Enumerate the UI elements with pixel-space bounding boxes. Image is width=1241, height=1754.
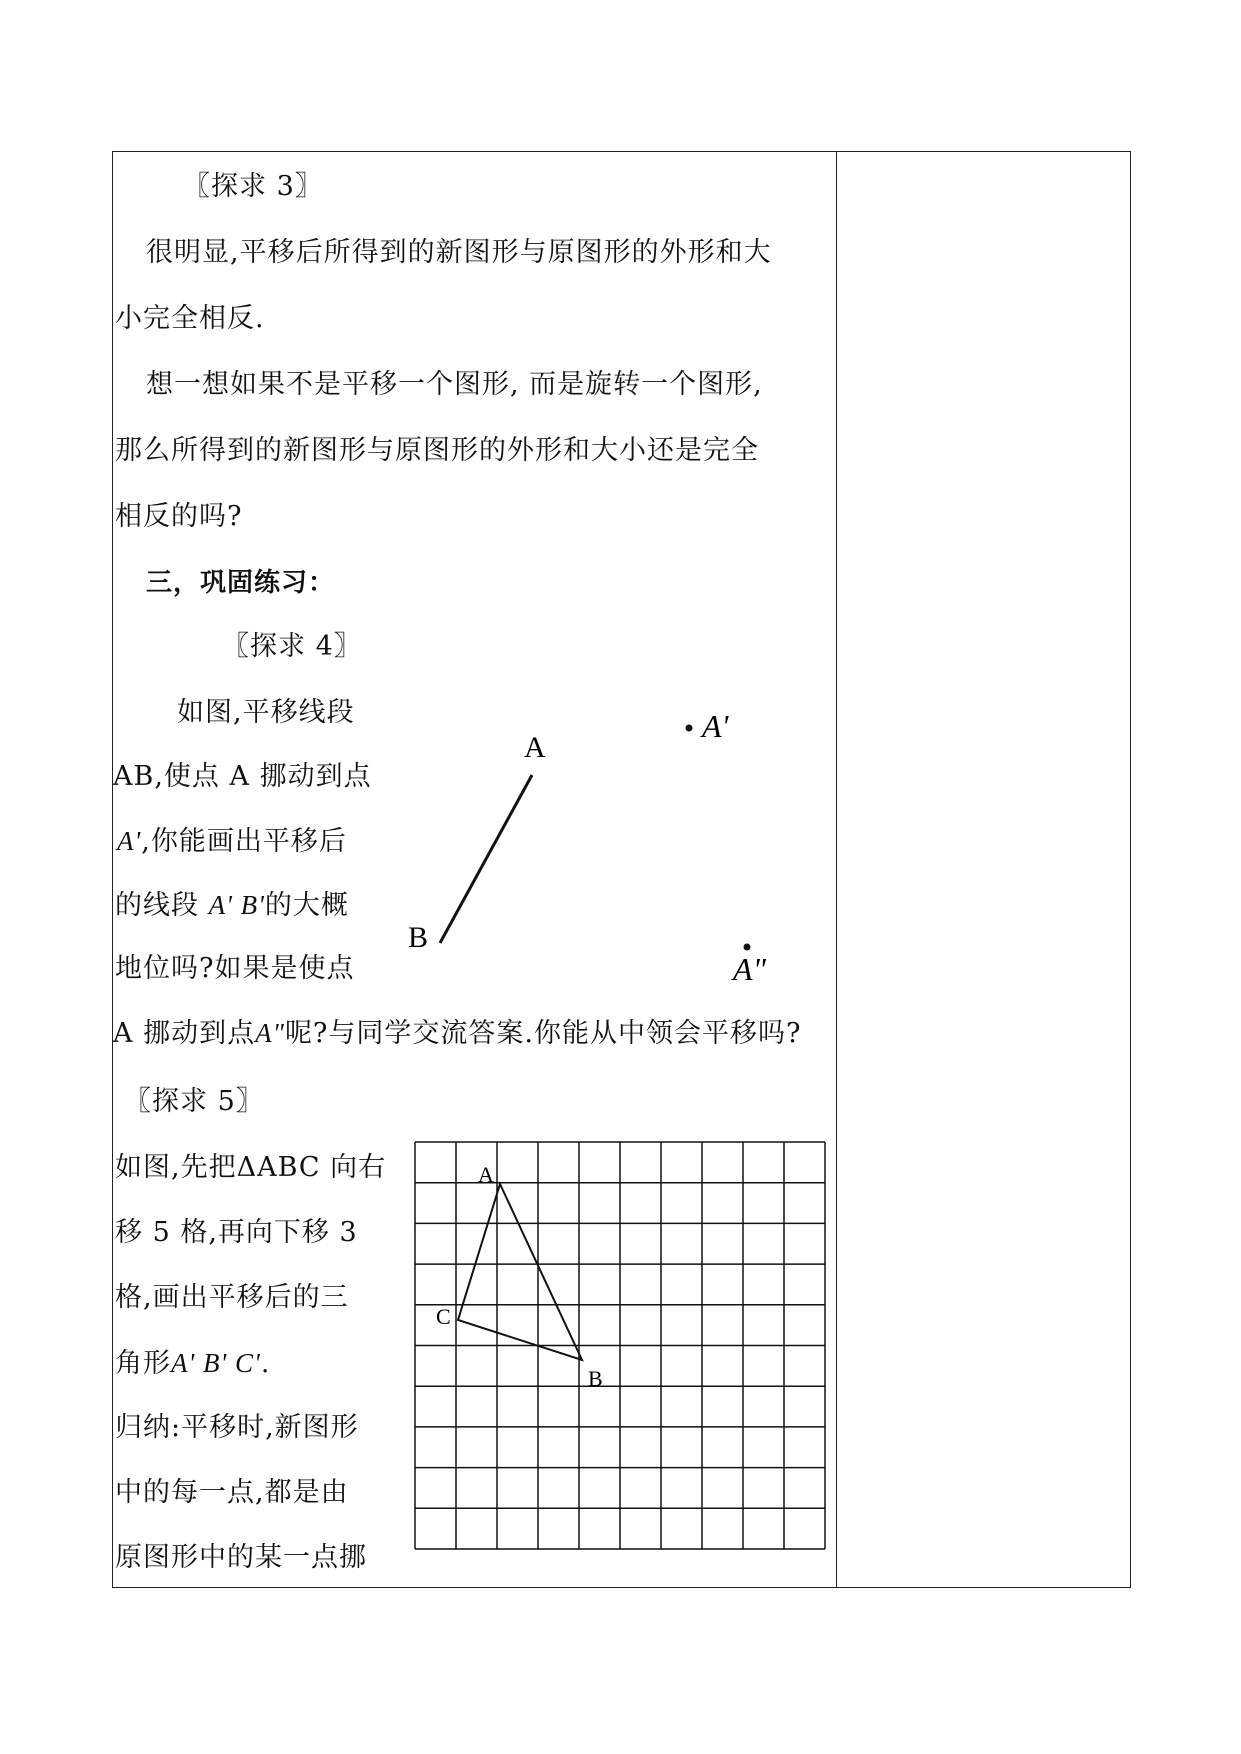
symbol-a-double-prime: A" xyxy=(255,1018,285,1048)
explore5-line4 xyxy=(115,1346,270,1381)
explore5-line2: 移 5 格,再向下移 3 xyxy=(115,1217,358,1248)
segment-figure xyxy=(390,690,770,990)
vertex-b-label: B xyxy=(588,1366,603,1391)
point-a-double-prime-dot xyxy=(744,944,751,951)
point-a-prime-dot xyxy=(686,725,693,732)
explore5-line1: 如图,先把ΔABC 向右 xyxy=(115,1152,387,1183)
explore3-question-line1: 想一想如果不是平移一个图形, 而是旋转一个图形, xyxy=(146,369,763,400)
explore4-line4-text-b: 的大概 xyxy=(264,890,349,921)
explore5-line6: 中的每一点,都是由 xyxy=(115,1477,349,1508)
vertex-a-label: A xyxy=(478,1162,494,1187)
explore4-line3 xyxy=(117,824,347,859)
symbol-a-prime: A' xyxy=(117,826,142,856)
symbol-a-b-c-prime: A' B' C' xyxy=(171,1348,261,1378)
explore4-line4 xyxy=(115,888,349,923)
point-b-label: B xyxy=(408,921,429,954)
explore4-line6-text-a: A 挪动到点 xyxy=(113,1018,256,1049)
explore3-heading: 〖探求 3〗 xyxy=(183,171,323,202)
point-a-label: A xyxy=(524,731,546,764)
explore3-question-line2: 那么所得到的新图形与原图形的外形和大小还是完全 xyxy=(115,435,759,466)
point-a-prime-label: A' xyxy=(702,708,729,744)
explore4-heading: 〖探求 4〗 xyxy=(222,631,362,662)
explore4-line6-text-b: 呢?与同学交流答案.你能从中领会平移吗? xyxy=(284,1018,802,1049)
grid xyxy=(415,1142,825,1549)
explore5-line7: 原图形中的某一点挪 xyxy=(115,1542,367,1573)
explore5-line5: 归纳:平移时,新图形 xyxy=(115,1412,359,1443)
explore4-line4-text-a: 的线段 xyxy=(115,890,199,921)
point-a-double-prime-label: A" xyxy=(733,951,766,987)
explore4-line3-text: ,你能画出平移后 xyxy=(141,826,347,857)
section3-title: 三，巩固练习： xyxy=(146,568,336,598)
explore3-question-line3: 相反的吗? xyxy=(115,501,243,532)
explore5-line3: 格,画出平移后的三 xyxy=(115,1282,349,1313)
explore4-line6 xyxy=(113,1016,801,1051)
explore4-line1: 如图,平移线段 xyxy=(177,697,355,728)
symbol-a-prime-b-prime: A' B' xyxy=(208,890,265,920)
explore4-line2: AB,使点 A 挪动到点 xyxy=(113,761,372,792)
explore5-line4-text-a: 角形 xyxy=(115,1348,171,1379)
grid-figure xyxy=(410,1140,840,1570)
explore5-line4-text-b: . xyxy=(260,1348,271,1379)
explore4-line5: 地位吗?如果是使点 xyxy=(115,953,355,984)
explore3-line1: 很明显,平移后所得到的新图形与原图形的外形和大 xyxy=(146,237,772,268)
explore5-heading: 〖探求 5〗 xyxy=(124,1086,264,1117)
explore3-line2: 小完全相反. xyxy=(115,303,265,334)
segment-ab xyxy=(440,775,532,943)
vertex-c-label: C xyxy=(436,1304,451,1329)
triangle-abc xyxy=(458,1184,582,1360)
